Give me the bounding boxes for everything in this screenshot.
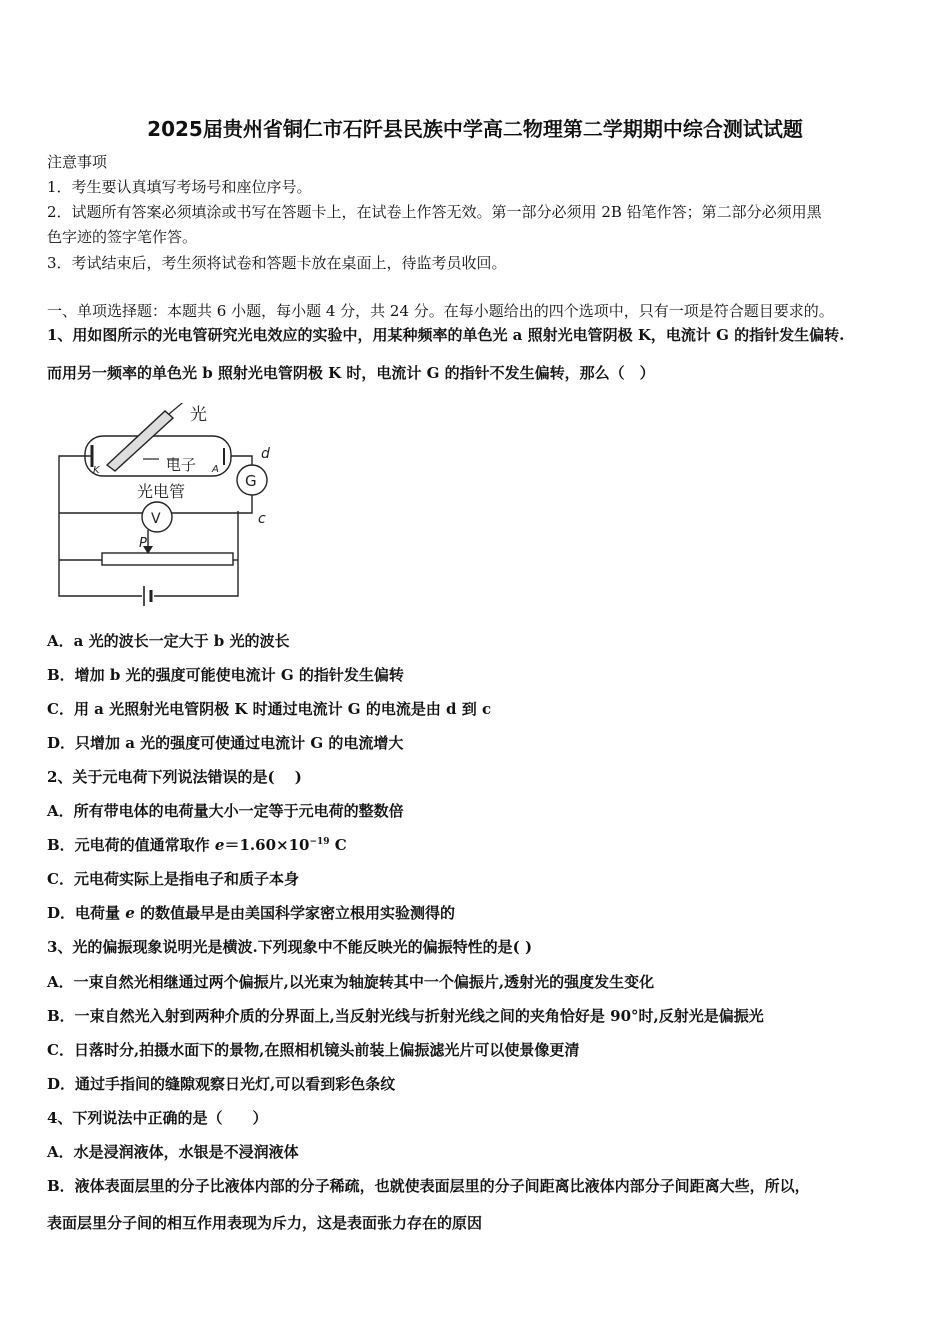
option-item: B．一束自然光入射到两种介质的分界面上,当反射光线与折射光线之间的夹角恰好是 90°时,反射光是偏振光 [47,1007,764,1025]
question-1-stem: 而用另一频率的单色光 b 照射光电管阴极 K 时，电流计 G 的指针不发生偏转，那么（ ） [47,364,655,382]
question-1-stem: 1、用如图所示的光电管研究光电效应的实验中，用某种频率的单色光 a 照射光电管阴极 K，电流计 G 的指针发生偏转. [47,326,845,344]
label-k: K [93,465,100,476]
wire-left [59,456,142,596]
label-p: P [139,536,147,551]
option-item: C．元电荷实际上是指电子和质子本身 [47,870,299,888]
option-text: B．元电荷的值通常取作 [47,836,210,854]
question-2-stem: 2、关于元电荷下列说法错误的是( ) [47,768,302,786]
battery [144,586,151,606]
photoelectric-circuit-figure [47,403,287,608]
notice-item: 色字迹的签字笔作答。 [47,228,198,246]
option-text: D．电荷量 [47,904,121,922]
option-item: D．通过手指间的缝隙观察日光灯,可以看到彩色条纹 [47,1075,396,1093]
wire-to-g [231,456,252,465]
option-item: C．日落时分,拍摄水面下的景物,在照相机镜头前装上偏振滤光片可以使景像更清 [47,1041,580,1059]
notice-item: 1．考生要认真填写考场号和座位序号。 [47,178,312,196]
option-item: B．液体表面层里的分子比液体内部的分子稀疏，也就使表面层里的分子间距离比液体内部分子间距离大些，所以， [47,1177,810,1195]
wire-g-down [238,495,252,513]
option-item [47,835,347,855]
label-a: A [212,464,219,475]
label-electron: 电子 [166,456,197,474]
question-4-stem: 4、下列说法中正确的是（ ） [47,1109,268,1127]
notice-heading: 注意事项 [47,153,108,171]
option-item-continued: 表面层里分子间的相互作用表现为斥力，这是表面张力存在的原因 [47,1214,483,1232]
section-heading: 一、单项选择题：本题共 6 小题，每小题 4 分，共 24 分。在每小题给出的四个选项中，只有一项是符合题目要求的。 [47,302,834,320]
label-c: c [258,511,266,527]
phototube [85,436,231,476]
option-item: B．增加 b 光的强度可能使电流计 G 的指针发生偏转 [47,666,404,684]
option-item [47,903,455,923]
option-item: D．只增加 a 光的强度可使通过电流计 G 的电流增大 [47,734,404,752]
notice-item: 2．试题所有答案必须填涂或书写在答题卡上，在试卷上作答无效。第一部分必须用 2B 铅笔作答；第二部分必须用黑 [47,203,822,221]
page-title: 2025届贵州省铜仁市石阡县民族中学高二物理第二学期期中综合测试试题 [147,117,803,141]
notice-item: 3．考试结束后，考生须将试卷和答题卡放在桌面上，待监考员收回。 [47,254,507,272]
option-item: A．所有带电体的电荷量大小一定等于元电荷的整数倍 [47,802,404,820]
option-text-rest: 的数值最早是由美国科学家密立根用实验测得的 [134,904,456,922]
label-light: 光 [190,405,207,425]
value-text: ＝1.60×10 [224,836,310,854]
label-d: d [261,446,270,462]
label-phototube: 光电管 [137,482,186,501]
symbol-e: e [214,836,225,854]
symbol-e: e [125,904,135,922]
rheostat [102,553,233,565]
exponent: −19 [309,837,330,847]
option-item: A．a 光的波长一定大于 b 光的波长 [47,632,290,650]
option-item: A．水是浸润液体，水银是不浸润液体 [47,1143,299,1161]
option-item: A．一束自然光相继通过两个偏振片,以光束为轴旋转其中一个偏振片,透射光的强度发生变化 [47,973,655,991]
question-3-stem: 3、光的偏振现象说明光是横波.下列现象中不能反映光的偏振特性的是( ) [47,938,533,956]
label-g: G [245,472,257,490]
label-v: V [151,511,161,527]
option-item: C．用 a 光照射光电管阴极 K 时通过电流计 G 的电流是由 d 到 c [47,700,492,718]
unit-text: C [329,836,347,854]
